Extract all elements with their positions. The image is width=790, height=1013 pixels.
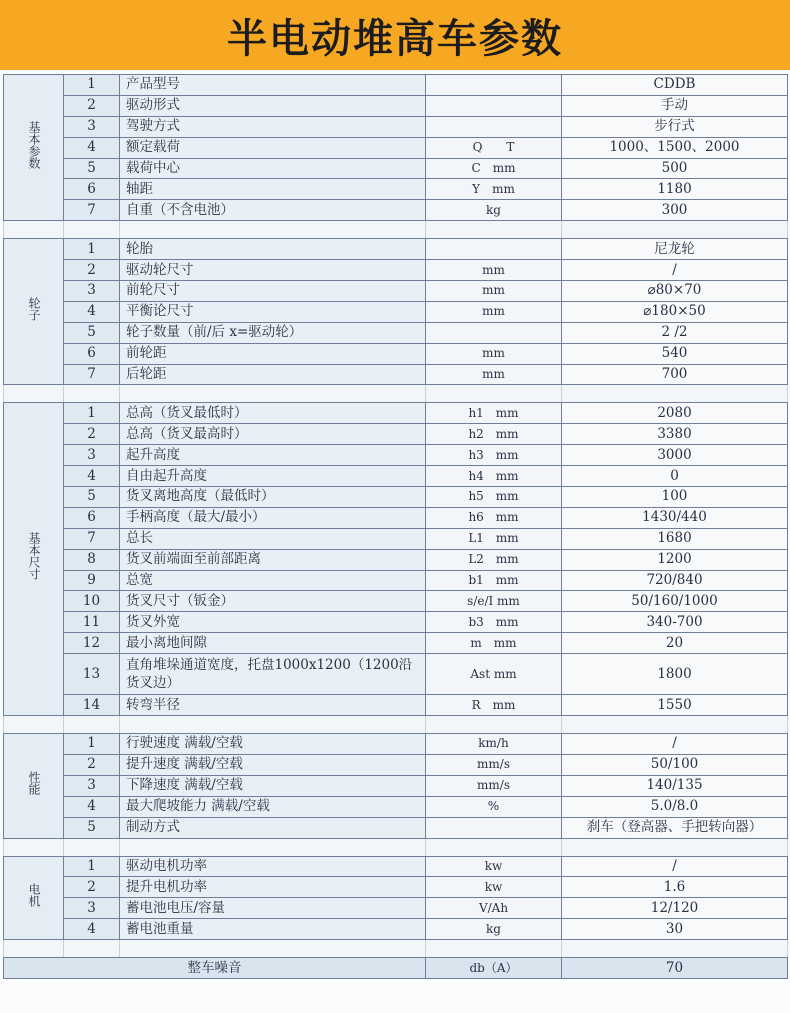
spacer-cell: [120, 940, 426, 958]
row-number: 6: [64, 507, 120, 528]
param-name: 起升高度: [120, 445, 426, 466]
title-banner: [0, 0, 790, 70]
section-label: [4, 856, 64, 940]
param-unit: kw: [426, 877, 562, 898]
row-number: 6: [64, 179, 120, 200]
row-number: 4: [64, 466, 120, 487]
table-row: [4, 343, 788, 364]
param-name: 驱动轮尺寸: [120, 260, 426, 281]
page-title: 半电动堆高车参数: [227, 15, 563, 62]
param-value: CDDB: [562, 75, 788, 96]
row-number: 11: [64, 612, 120, 633]
row-number: 14: [64, 695, 120, 716]
param-name: 提升电机功率: [120, 877, 426, 898]
spacer-cell: [562, 385, 788, 403]
table-row: [4, 281, 788, 302]
param-value: ⌀80×70: [562, 281, 788, 302]
param-value: 手动: [562, 95, 788, 116]
param-value: 5.0/8.0: [562, 796, 788, 817]
param-unit: m mm: [426, 633, 562, 654]
param-value: /: [562, 260, 788, 281]
param-name: 最大爬坡能力 满载/空载: [120, 796, 426, 817]
row-number: 4: [64, 919, 120, 940]
row-number: 4: [64, 301, 120, 322]
row-number: 12: [64, 633, 120, 654]
spacer-cell: [64, 385, 120, 403]
table-row: [4, 137, 788, 158]
spacer-cell: [4, 838, 64, 856]
row-number: 13: [64, 654, 120, 695]
spacer-cell: [562, 716, 788, 734]
table-row: [4, 817, 788, 838]
param-value: 1000、1500、2000: [562, 137, 788, 158]
param-name: 轮子数量（前/后 x=驱动轮）: [120, 322, 426, 343]
param-name: 货叉尺寸（钣金）: [120, 591, 426, 612]
row-number: 2: [64, 260, 120, 281]
table-row: [4, 507, 788, 528]
param-unit: h1 mm: [426, 403, 562, 424]
param-value: ⌀180×50: [562, 301, 788, 322]
row-number: 5: [64, 817, 120, 838]
row-number: 7: [64, 200, 120, 221]
spacer-cell: [426, 838, 562, 856]
param-unit: R mm: [426, 695, 562, 716]
param-unit: [426, 239, 562, 260]
section-label: [4, 734, 64, 838]
row-number: 5: [64, 487, 120, 508]
section-spacer: [4, 838, 788, 856]
param-value: 尼龙轮: [562, 239, 788, 260]
section-label-text: 电机: [27, 882, 41, 907]
param-unit: [426, 322, 562, 343]
param-unit: h4 mm: [426, 466, 562, 487]
param-value: 500: [562, 158, 788, 179]
row-number: 2: [64, 877, 120, 898]
table-row: [4, 549, 788, 570]
spacer-cell: [426, 716, 562, 734]
param-unit: Y mm: [426, 179, 562, 200]
row-number: 1: [64, 239, 120, 260]
table-row: [4, 570, 788, 591]
spec-table: [3, 74, 788, 979]
param-name: 前轮尺寸: [120, 281, 426, 302]
param-value: 540: [562, 343, 788, 364]
table-row: [4, 239, 788, 260]
param-value: /: [562, 856, 788, 877]
row-number: 2: [64, 424, 120, 445]
spacer-cell: [120, 716, 426, 734]
param-value: 100: [562, 487, 788, 508]
param-unit: kg: [426, 200, 562, 221]
row-number: 3: [64, 445, 120, 466]
footer-name: 整车噪音: [4, 958, 426, 979]
param-unit: C mm: [426, 158, 562, 179]
param-name: 驱动电机功率: [120, 856, 426, 877]
param-name: 货叉前端面至前部距离: [120, 549, 426, 570]
table-row: [4, 445, 788, 466]
param-name: 总高（货叉最高时）: [120, 424, 426, 445]
param-unit: h6 mm: [426, 507, 562, 528]
param-unit: [426, 75, 562, 96]
param-value: 20: [562, 633, 788, 654]
row-number: 1: [64, 75, 120, 96]
footer-unit: db（A）: [426, 958, 562, 979]
param-value: 1800: [562, 654, 788, 695]
spacer-cell: [120, 221, 426, 239]
row-number: 3: [64, 116, 120, 137]
spacer-cell: [64, 838, 120, 856]
table-row: [4, 116, 788, 137]
row-number: 9: [64, 570, 120, 591]
param-value: 700: [562, 364, 788, 385]
param-unit: L1 mm: [426, 528, 562, 549]
param-unit: mm: [426, 301, 562, 322]
spacer-cell: [562, 940, 788, 958]
table-row: [4, 591, 788, 612]
param-value: 30: [562, 919, 788, 940]
param-value: 1550: [562, 695, 788, 716]
param-name: 转弯半径: [120, 695, 426, 716]
footer-value: 70: [562, 958, 788, 979]
spacer-cell: [4, 221, 64, 239]
param-value: 2080: [562, 403, 788, 424]
table-row: [4, 633, 788, 654]
param-name: 提升速度 满载/空载: [120, 754, 426, 775]
param-name: 手柄高度（最大/最小）: [120, 507, 426, 528]
section-label-text: 基本尺寸: [27, 532, 41, 581]
table-row: [4, 487, 788, 508]
table-row: [4, 754, 788, 775]
param-unit: V/Ah: [426, 898, 562, 919]
row-number: 6: [64, 343, 120, 364]
param-value: 1680: [562, 528, 788, 549]
param-unit: [426, 116, 562, 137]
param-value: 50/160/1000: [562, 591, 788, 612]
section-label: [4, 239, 64, 385]
row-number: 3: [64, 281, 120, 302]
param-unit: mm/s: [426, 754, 562, 775]
param-value: 3380: [562, 424, 788, 445]
param-name: 驱动形式: [120, 95, 426, 116]
row-number: 5: [64, 322, 120, 343]
param-value: 步行式: [562, 116, 788, 137]
spacer-cell: [562, 838, 788, 856]
section-spacer: [4, 385, 788, 403]
param-name: 总高（货叉最低时）: [120, 403, 426, 424]
table-row: [4, 612, 788, 633]
param-name: 前轮距: [120, 343, 426, 364]
param-value: 300: [562, 200, 788, 221]
spacer-cell: [64, 221, 120, 239]
row-number: 10: [64, 591, 120, 612]
section-spacer: [4, 716, 788, 734]
param-name: 自由起升高度: [120, 466, 426, 487]
table-row: [4, 695, 788, 716]
param-unit: %: [426, 796, 562, 817]
table-row: [4, 200, 788, 221]
section-label-text: 基本参数: [27, 120, 41, 169]
table-row: [4, 424, 788, 445]
param-unit: mm: [426, 260, 562, 281]
param-unit: km/h: [426, 734, 562, 755]
row-number: 7: [64, 364, 120, 385]
param-unit: mm/s: [426, 775, 562, 796]
param-unit: b1 mm: [426, 570, 562, 591]
param-unit: mm: [426, 343, 562, 364]
table-row: [4, 158, 788, 179]
table-row: [4, 301, 788, 322]
param-unit: h2 mm: [426, 424, 562, 445]
param-name: 蓄电池电压/容量: [120, 898, 426, 919]
spacer-cell: [4, 385, 64, 403]
param-unit: [426, 817, 562, 838]
row-number: 2: [64, 95, 120, 116]
param-value: 2 /2: [562, 322, 788, 343]
param-name: 轴距: [120, 179, 426, 200]
table-row: [4, 364, 788, 385]
param-name: 行驶速度 满载/空载: [120, 734, 426, 755]
param-unit: mm: [426, 364, 562, 385]
param-unit: h3 mm: [426, 445, 562, 466]
param-name: 总宽: [120, 570, 426, 591]
param-unit: Q T: [426, 137, 562, 158]
param-name: 额定载荷: [120, 137, 426, 158]
row-number: 1: [64, 856, 120, 877]
param-unit: kw: [426, 856, 562, 877]
param-unit: s/e/I mm: [426, 591, 562, 612]
param-name: 直角堆垛通道宽度，托盘1000x1200（1200沿货叉边）: [120, 654, 426, 695]
param-unit: Ast mm: [426, 654, 562, 695]
row-number: 4: [64, 137, 120, 158]
param-name: 平衡论尺寸: [120, 301, 426, 322]
section-label: [4, 403, 64, 716]
param-name: 蓄电池重量: [120, 919, 426, 940]
spacer-cell: [64, 940, 120, 958]
spacer-cell: [120, 385, 426, 403]
row-number: 1: [64, 403, 120, 424]
table-row: [4, 775, 788, 796]
param-name: 货叉离地高度（最低时）: [120, 487, 426, 508]
param-value: 刹车（登高器、手把转向器）: [562, 817, 788, 838]
table-row: [4, 466, 788, 487]
table-row: [4, 796, 788, 817]
param-unit: [426, 95, 562, 116]
table-row: [4, 95, 788, 116]
section-spacer: [4, 221, 788, 239]
param-name: 产品型号: [120, 75, 426, 96]
section-label: [4, 75, 64, 221]
table-row: [4, 179, 788, 200]
table-row: [4, 403, 788, 424]
param-value: 50/100: [562, 754, 788, 775]
param-value: /: [562, 734, 788, 755]
table-row: [4, 654, 788, 695]
param-value: 1200: [562, 549, 788, 570]
table-row: [4, 322, 788, 343]
param-value: 140/135: [562, 775, 788, 796]
row-number: 8: [64, 549, 120, 570]
spacer-cell: [426, 221, 562, 239]
table-row: [4, 734, 788, 755]
row-number: 5: [64, 158, 120, 179]
spacer-cell: [64, 716, 120, 734]
footer-row: [4, 958, 788, 979]
section-label-text: 轮子: [27, 296, 41, 321]
param-unit: L2 mm: [426, 549, 562, 570]
param-name: 制动方式: [120, 817, 426, 838]
row-number: 3: [64, 898, 120, 919]
table-row: [4, 898, 788, 919]
param-value: 1.6: [562, 877, 788, 898]
param-name: 后轮距: [120, 364, 426, 385]
param-name: 最小离地间隙: [120, 633, 426, 654]
table-row: [4, 528, 788, 549]
table-row: [4, 919, 788, 940]
table-row: [4, 856, 788, 877]
param-name: 载荷中心: [120, 158, 426, 179]
param-value: 1430/440: [562, 507, 788, 528]
param-value: 720/840: [562, 570, 788, 591]
spacer-cell: [562, 221, 788, 239]
row-number: 3: [64, 775, 120, 796]
param-name: 总长: [120, 528, 426, 549]
param-name: 自重（不含电池）: [120, 200, 426, 221]
param-value: 12/120: [562, 898, 788, 919]
param-name: 轮胎: [120, 239, 426, 260]
param-name: 下降速度 满载/空载: [120, 775, 426, 796]
param-value: 340-700: [562, 612, 788, 633]
param-unit: mm: [426, 281, 562, 302]
param-value: 1180: [562, 179, 788, 200]
param-name: 货叉外宽: [120, 612, 426, 633]
param-value: 0: [562, 466, 788, 487]
param-value: 3000: [562, 445, 788, 466]
section-label-text: 性能: [27, 770, 41, 795]
spacer-cell: [426, 940, 562, 958]
spacer-cell: [426, 385, 562, 403]
spacer-cell: [4, 940, 64, 958]
param-unit: h5 mm: [426, 487, 562, 508]
row-number: 7: [64, 528, 120, 549]
spacer-cell: [120, 838, 426, 856]
spacer-cell: [4, 716, 64, 734]
row-number: 1: [64, 734, 120, 755]
table-row: [4, 260, 788, 281]
section-spacer: [4, 940, 788, 958]
table-row: [4, 75, 788, 96]
param-unit: kg: [426, 919, 562, 940]
param-unit: b3 mm: [426, 612, 562, 633]
row-number: 2: [64, 754, 120, 775]
table-row: [4, 877, 788, 898]
row-number: 4: [64, 796, 120, 817]
param-name: 驾驶方式: [120, 116, 426, 137]
